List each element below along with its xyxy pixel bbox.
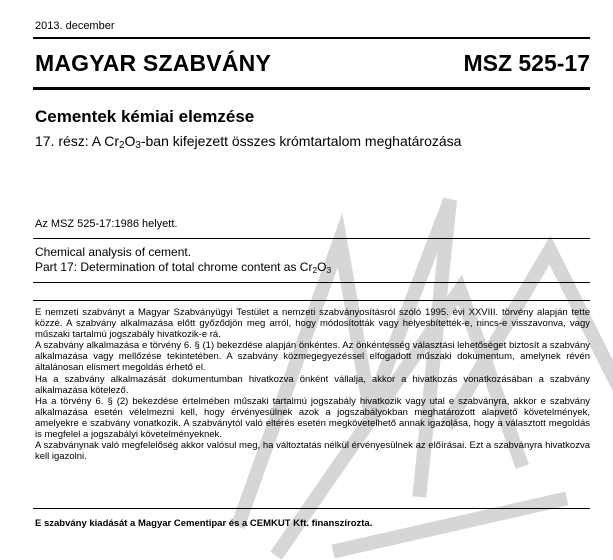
- english-title: [35, 245, 331, 275]
- legal-notice: [35, 307, 590, 462]
- divider-rule: [33, 282, 590, 283]
- divider-rule: [33, 508, 590, 509]
- divider-rule: [33, 300, 590, 301]
- document-title: Cementek kémiai elemzése: [35, 107, 255, 126]
- standard-title: MAGYAR SZABVÁNY: [35, 50, 272, 76]
- english-title-line1: Chemical analysis of cement.: [35, 245, 192, 259]
- paragraph: E nemzeti szabványt a Magyar Szabványügyi Testület a nemzeti szabványosításról szóló 1995. évi XXVIII. törvény alapján tette közzé. A szabvány alkalmazása előtt győződjön meg arról, hogy módosították vagy helyesbítették-e, nincs-e visszavonva, vagy műszaki tartalmú jogszabály hivatkozik-e rá.: [35, 307, 590, 341]
- paragraph: Ha a szabvány alkalmazását dokumentumban hivatkozva önként vállalja, akkor a hivatkozás vonatkozásában a szabvány alkalmazása kötelező.: [35, 373, 590, 396]
- divider-rule: [33, 238, 590, 239]
- paragraph: A szabványnak való megfelelőség akkor valósul meg, ha változtatás nélkül érvényesülnek az előírásai. Ezt a szabványra hivatkozva kell igazolni.: [35, 440, 590, 463]
- paragraph: Ha a törvény 6. § (2) bekezdése értelmében műszaki tartalmú jogszabály hivatkozik vagy utal e szabványra, akkor e szabvány alkalmazása esetén vélelmezni kell, hogy érvényesülnek azok a jogszabályokban meghatározott alapvető követelmények, amelyekre e szabvány vonatkozik. A szabványtól való eltérés esetén megkövetelhető annak igazolása, hogy a választott megoldás is megfelel a jogszabályi követelményeknek.: [35, 395, 590, 441]
- header-rule: [33, 87, 590, 90]
- part-title: 17. rész: A $Cr_2O_3$-ban kifejezett összes krómtartalom meghatározása: [35, 133, 462, 151]
- replaces-note: Az MSZ 525-17:1986 helyett.: [35, 218, 178, 230]
- publication-date: 2013. december: [35, 20, 115, 32]
- standard-code: MSZ 525-17: [463, 50, 590, 76]
- sponsor-note: E szabvány kiadását a Magyar Cementipar és a CEMKUT Kft. finanszírozta.: [35, 518, 373, 529]
- top-rule: [33, 37, 590, 39]
- english-title-line2: Part 17: Determination of total chrome content as $Cr_2O_3$: [35, 260, 332, 275]
- paragraph: A szabvány alkalmazása e törvény 6. § (1) bekezdése alapján önkéntes. Az önkéntesség választási lehetőséget biztosít a szabvány alkalmazása vagy mellőzése tekintetében. A szabvány közmegegyezéssel elfogadott műszaki dokumentum, amelynek révén általánosan elismert megoldás érhető el.: [35, 340, 590, 374]
